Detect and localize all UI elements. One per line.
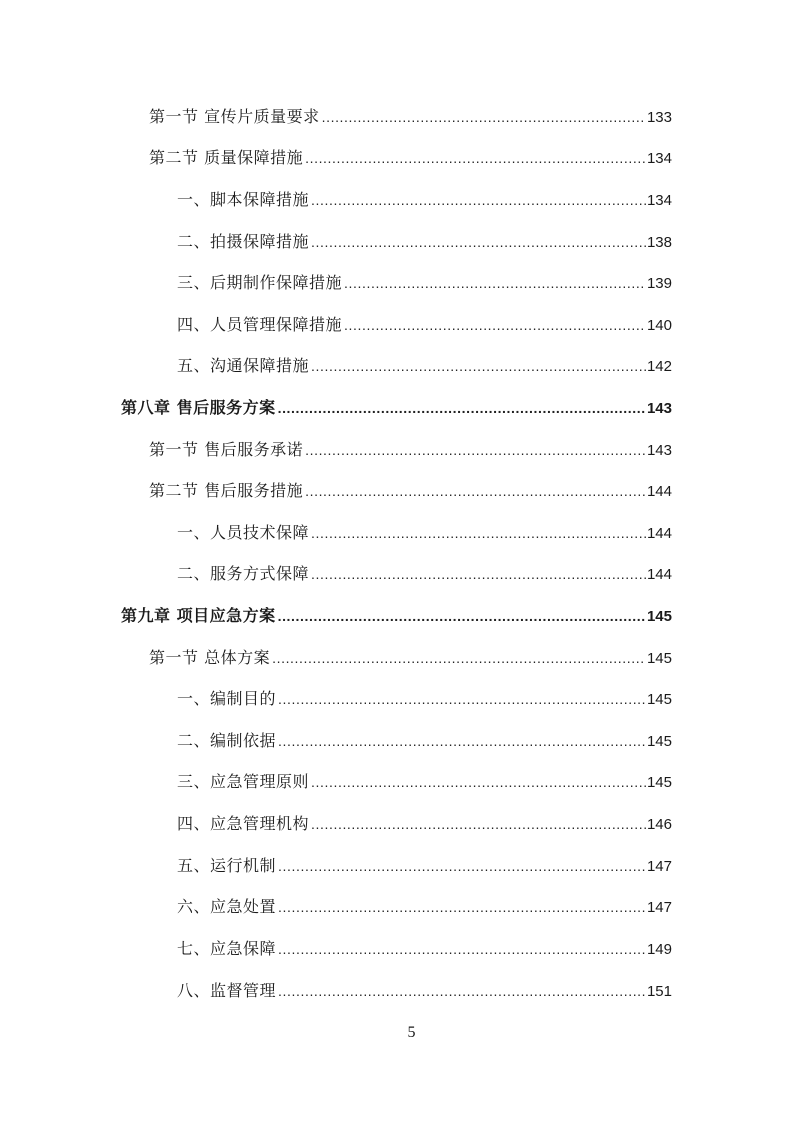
toc-entry[interactable]	[177, 354, 672, 378]
toc-entry[interactable]	[177, 854, 672, 878]
dot-leader	[305, 479, 646, 503]
toc-entry-page: 146	[646, 816, 672, 833]
toc-entry[interactable]	[177, 230, 672, 254]
toc-entry-page: 145	[646, 650, 672, 667]
toc-entry[interactable]	[177, 271, 672, 295]
dot-leader	[344, 313, 646, 337]
toc-entry[interactable]	[177, 687, 672, 711]
toc-entry[interactable]	[149, 146, 672, 170]
toc-entry[interactable]	[177, 521, 672, 545]
dot-leader	[272, 646, 646, 670]
toc-entry-label: 五、沟通保障措施	[177, 356, 310, 375]
toc-entry-label: 二、拍摄保障措施	[177, 232, 310, 251]
toc-entry-page: 143	[646, 442, 672, 459]
toc-entry-page: 144	[646, 483, 672, 500]
dot-leader	[311, 562, 646, 586]
dot-leader	[311, 770, 646, 794]
toc-entry-page: 147	[646, 858, 672, 875]
dot-leader	[278, 979, 646, 1003]
toc-entry-label: 四、人员管理保障措施	[177, 315, 343, 334]
toc-entry-page: 145	[646, 608, 672, 625]
dot-leader	[305, 146, 646, 170]
dot-leader	[311, 188, 646, 212]
toc-entry-label: 二、编制依据	[177, 731, 277, 750]
toc-entry[interactable]	[177, 188, 672, 212]
toc-entry-page: 145	[646, 774, 672, 791]
toc-entry-label: 一、人员技术保障	[177, 523, 310, 542]
dot-leader	[311, 521, 646, 545]
toc-entry-page: 151	[646, 983, 672, 1000]
dot-leader	[278, 687, 646, 711]
dot-leader	[278, 729, 646, 753]
toc-entry[interactable]	[149, 646, 672, 670]
toc-entry-page: 144	[646, 566, 672, 583]
dot-leader	[305, 438, 646, 462]
toc-entry-label: 一、编制目的	[177, 689, 277, 708]
toc-entry-page: 149	[646, 941, 672, 958]
dot-leader	[278, 604, 646, 628]
dot-leader	[278, 854, 646, 878]
toc-entry-label: 五、运行机制	[177, 856, 277, 875]
toc-entry[interactable]	[177, 313, 672, 337]
toc-entry-label: 四、应急管理机构	[177, 814, 310, 833]
toc-entry-page: 134	[646, 150, 672, 167]
dot-leader	[278, 895, 646, 919]
toc-entry[interactable]	[177, 729, 672, 753]
toc-entry[interactable]	[149, 105, 672, 129]
toc-entry-page: 138	[646, 234, 672, 251]
toc-entry-page: 134	[646, 192, 672, 209]
toc-entry-label: 八、监督管理	[177, 981, 277, 1000]
toc-entry-label: 一、脚本保障措施	[177, 190, 310, 209]
dot-leader	[311, 354, 646, 378]
toc-entry-page: 145	[646, 691, 672, 708]
toc-entry-page: 142	[646, 358, 672, 375]
toc-entry-page: 144	[646, 525, 672, 542]
toc-chapter-entry[interactable]	[121, 396, 672, 420]
toc-entry-page: 139	[646, 275, 672, 292]
dot-leader	[278, 937, 646, 961]
toc-entry-label: 三、应急管理原则	[177, 772, 310, 791]
dot-leader	[311, 230, 646, 254]
dot-leader	[322, 105, 646, 129]
toc-entry-label: 第九章 项目应急方案	[121, 606, 276, 625]
toc-entry-label: 第二节 售后服务措施	[149, 481, 304, 500]
toc-entry-label: 三、后期制作保障措施	[177, 273, 343, 292]
toc-entry[interactable]	[177, 895, 672, 919]
toc-entry-label: 六、应急处置	[177, 897, 277, 916]
toc-entry-label: 二、服务方式保障	[177, 564, 310, 583]
toc-entry-page: 147	[646, 899, 672, 916]
toc-entry-label: 七、应急保障	[177, 939, 277, 958]
toc-chapter-entry[interactable]	[121, 604, 672, 628]
toc-entry-label: 第八章 售后服务方案	[121, 398, 276, 417]
toc-entry-label: 第一节 总体方案	[149, 648, 271, 667]
toc-entry[interactable]	[149, 438, 672, 462]
page-number: 5	[407, 1024, 416, 1041]
toc-entry[interactable]	[177, 812, 672, 836]
toc-entry-label: 第一节 宣传片质量要求	[149, 107, 320, 126]
toc-entry-page: 143	[646, 400, 672, 417]
toc-entry-label: 第一节 售后服务承诺	[149, 440, 304, 459]
toc-entry[interactable]	[177, 562, 672, 586]
dot-leader	[278, 396, 646, 420]
toc-entry[interactable]	[177, 937, 672, 961]
toc-entry[interactable]	[149, 479, 672, 503]
toc-entry-label: 第二节 质量保障措施	[149, 148, 304, 167]
toc-entry-page: 133	[646, 109, 672, 126]
dot-leader	[344, 271, 646, 295]
toc-entry-page: 145	[646, 733, 672, 750]
toc-entry-page: 140	[646, 317, 672, 334]
toc-entry[interactable]	[177, 770, 672, 794]
dot-leader	[311, 812, 646, 836]
toc-entry[interactable]	[177, 979, 672, 1003]
